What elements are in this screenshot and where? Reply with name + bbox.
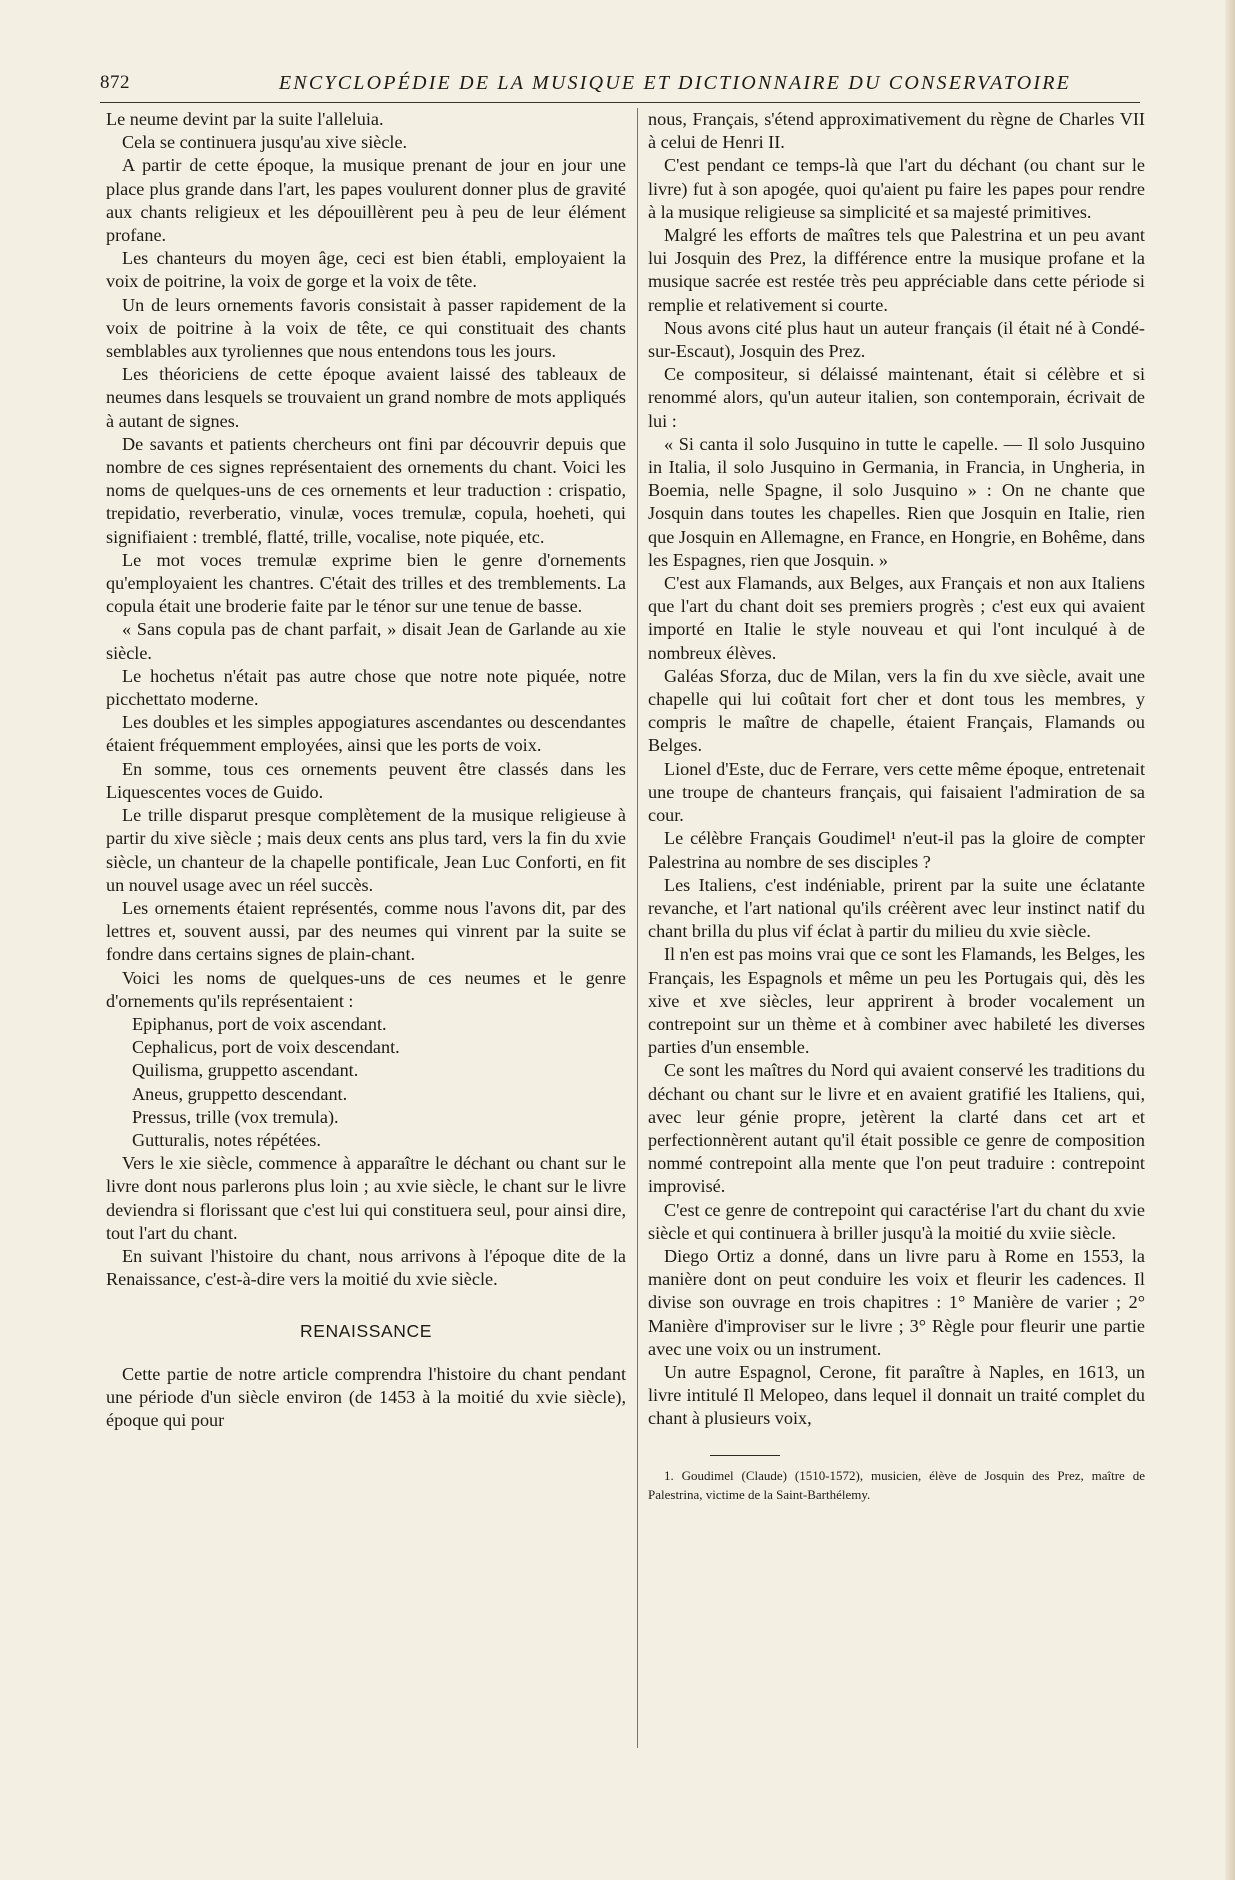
paragraph: Le hochetus n'était pas autre chose que notre note piquée, notre picchettato moderne. [106,665,626,710]
paragraph: Malgré les efforts de maîtres tels que Palestrina et un peu avant lui Josquin des Prez, la différence entre la musique profane et la musique sacrée est restée très peu appréciable dans cette période si remplie et relativement si courte. [648,225,1145,315]
paragraph: Vers le xie siècle, commence à apparaître le déchant ou chant sur le livre dont nous parlerons plus loin ; au xvie siècle, le chant sur le livre deviendra si florissant que c'est lui qui constituera seul, pour ainsi dire, tout l'art du chant. [106,1153,626,1243]
paragraph: Les doubles et les simples appogiatures ascendantes ou descendantes étaient fréquemment employées, ainsi que les ports de voix. [106,712,626,756]
paragraph: En suivant l'histoire du chant, nous arrivons à l'époque dite de la Renaissance, c'est-à-dire vers la moitié du xvie siècle. [106,1245,626,1290]
paragraph: De savants et patients chercheurs ont fini par découvrir depuis que nombre de ces signes représentaient des ornements du chant. Voici les noms de quelques-uns de ces ornements et leur traduction : crispatio, trepidatio, reverberatio, vinulæ, voces tremulæ, copula, hoeheti, qui signifiaient : tremblé, flatté, trille, vocalise, note piquée, etc. [106,433,626,547]
paragraph: C'est ce genre de contrepoint qui caractérise l'art du chant du xvie siècle et qui continuera à briller jusqu'à la moitié du xviie siècle. [648,1199,1145,1243]
paragraph: Diego Ortiz a donné, dans un livre paru à Rome en 1553, la manière dont on peut conduire les voix et fleurir les cadences. Il divise son ouvrage en trois chapitres : 1° Manière de varier ; 2° Manière d'improviser sur le livre ; 3° Règle pour fleurir une partie avec une voix ou un instrument. [648,1245,1145,1359]
paragraph: En somme, tous ces ornements peuvent être classés dans les Liquescentes voces de Guido. [106,758,626,802]
paragraph: Il n'en est pas moins vrai que ce sont les Flamands, les Belges, les Français, les Espagnols et même un peu les Portugais qui, dès les xive et xve siècles, leur apprirent à broder vocalement un contrepoint sur un thème et à combiner avec habileté les diverses parties d'un ensemble. [648,944,1145,1058]
paragraph: Nous avons cité plus haut un auteur français (il était né à Condé-sur-Escaut), Josquin des Prez. [648,317,1145,362]
paragraph: Voici les noms de quelques-uns de ces neumes et le genre d'ornements qu'ils représentaient : [106,967,626,1011]
neume-list-item: Aneus, gruppetto descendant. [132,1083,348,1104]
neume-list-item: Epiphanus, port de voix ascendant. [132,1013,387,1034]
paragraph: Le neume devint par la suite l'alleluia. [106,109,384,129]
running-title: ENCYCLOPÉDIE DE LA MUSIQUE ET DICTIONNAIRE DU CONSERVATOIRE [278,72,1072,94]
paragraph: Les Italiens, c'est indéniable, prirent par la suite une éclatante revanche, et l'art national qu'ils créèrent avec leur instinct natif du chant brilla du plus vif éclat à partir du milieu du xvie siècle. [648,874,1145,942]
column-divider [637,108,638,1748]
page-number: 872 [100,72,130,93]
footnote-rule [710,1455,780,1456]
neume-list-item: Gutturalis, notes répétées. [132,1129,321,1150]
paragraph: Le mot voces tremulæ exprime bien le genre d'ornements qu'employaient les chantres. C'était des trilles et des tremblements. La copula était une broderie faite par le ténor sur une tenue de basse. [106,549,626,617]
paragraph: Cette partie de notre article comprendra l'histoire du chant pendant une période d'un siècle environ (de 1453 à la moitié du xvie siècle), époque qui pour [106,1363,626,1430]
paragraph: Lionel d'Este, duc de Ferrare, vers cette même époque, entretenait une troupe de chanteurs français, qui faisaient l'admiration de sa cour. [648,758,1145,826]
paragraph: Cela se continuera jusqu'au xive siècle. [122,132,408,153]
paragraph: Ce compositeur, si délaissé maintenant, était si célèbre et si renommé alors, qu'un auteur italien, son contemporain, écrivait de lui : [648,364,1145,431]
neume-list-item: Quilisma, gruppetto ascendant. [132,1060,359,1081]
paragraph: Le célèbre Français Goudimel¹ n'eut-il pas la gloire de compter Palestrina au nombre de ses disciples ? [648,828,1145,872]
running-header [100,70,1140,103]
right-column [648,108,1145,1504]
paragraph: Le trille disparut presque complètement de la musique religieuse à partir du xive siècle ; mais deux cents ans plus tard, vers la fin du xvie siècle, un chanteur de la chapelle pontificale, Jean Luc Conforti, en fit un nouvel usage avec un réel succès. [106,805,626,895]
paragraph: A partir de cette époque, la musique prenant de jour en jour une place plus grande dans l'art, les papes voulurent donner plus de gravité aux chants religieux et les dépouillèrent peu à peu de leur élément profane. [106,155,626,246]
paragraph: Galéas Sforza, duc de Milan, vers la fin du xve siècle, avait une chapelle qui lui coûtait fort cher et dont tous les membres, y compris le maître de chapelle, étaient Français, Flamands ou Belges. [648,665,1145,756]
paragraph: Un de leurs ornements favoris consistait à passer rapidement de la voix de poitrine à la voix de tête, ce qui constituait des chants semblables aux tyroliennes que nous entendons tous les jours. [106,294,626,362]
page-edge [1225,0,1235,1880]
paragraph: Ce sont les maîtres du Nord qui avaient conservé les traditions du déchant ou chant sur le livre et en avaient gratifié les Italiens, qui, avec leur génie propre, jetèrent la clarté dans cet art et perfectionnèrent autant qu'il était possible ce genre de composition nommé contrepoint alla mente que l'on peut traduire : contrepoint improvisé. [648,1060,1145,1197]
paragraph: Les théoriciens de cette époque avaient laissé des tableaux de neumes dans lesquels se trouvaient un grand nombre de mots appliqués à autant de signes. [106,364,626,431]
neume-list-item: Pressus, trille (vox tremula). [132,1106,339,1127]
paragraph: C'est aux Flamands, aux Belges, aux Français et non aux Italiens que l'art du chant doit ses premiers progrès ; c'est eux qui avaient importé en Italie le style nouveau et qui l'ont inculqué à de nombreux élèves. [648,573,1145,663]
footnote: 1. Goudimel (Claude) (1510-1572), musicien, élève de Josquin des Prez, maître de Palestrina, victime de la Saint-Barthélemy. [648,1467,1145,1502]
paragraph: « Si canta il solo Jusquino in tutte le capelle. — Il solo Jusquino in Italia, il solo Jusquino in Germania, in Francia, in Ungheria, in Boemia, nelle Spagne, il solo Jusquino » : On ne chante que Josquin dans toutes les chapelles. Rien que Josquin en Italie, rien que Josquin en Allemagne, en France, en Hongrie, en Bohême, dans les Espagnes, rien que Josquin. » [648,433,1145,570]
paragraph: Les ornements étaient représentés, comme nous l'avons dit, par des lettres et, souvent aussi, par des neumes qui vinrent par la suite se fondre dans certains signes de plain-chant. [106,897,626,965]
neume-list-item: Cephalicus, port de voix descendant. [132,1037,400,1058]
paragraph: nous, Français, s'étend approximativement du règne de Charles VII à celui de Henri II. [648,109,1145,153]
paragraph: « Sans copula pas de chant parfait, » disait Jean de Garlande au xie siècle. [106,619,626,663]
paragraph: Un autre Espagnol, Cerone, fit paraître à Naples, en 1613, un livre intitulé Il Melopeo, dans lequel il donnait un traité complet du chant à plusieurs voix, [648,1361,1145,1429]
paragraph: C'est pendant ce temps-là que l'art du déchant (ou chant sur le livre) fut à son apogée, quoi qu'aient pu faire les papes pour rendre à la musique religieuse sa simplicité et sa majesté primitives. [648,155,1145,222]
section-heading: RENAISSANCE [299,1321,433,1342]
left-column [106,108,626,1432]
paragraph: Les chanteurs du moyen âge, ceci est bien établi, employaient la voix de poitrine, la voix de gorge et la voix de tête. [106,248,626,292]
